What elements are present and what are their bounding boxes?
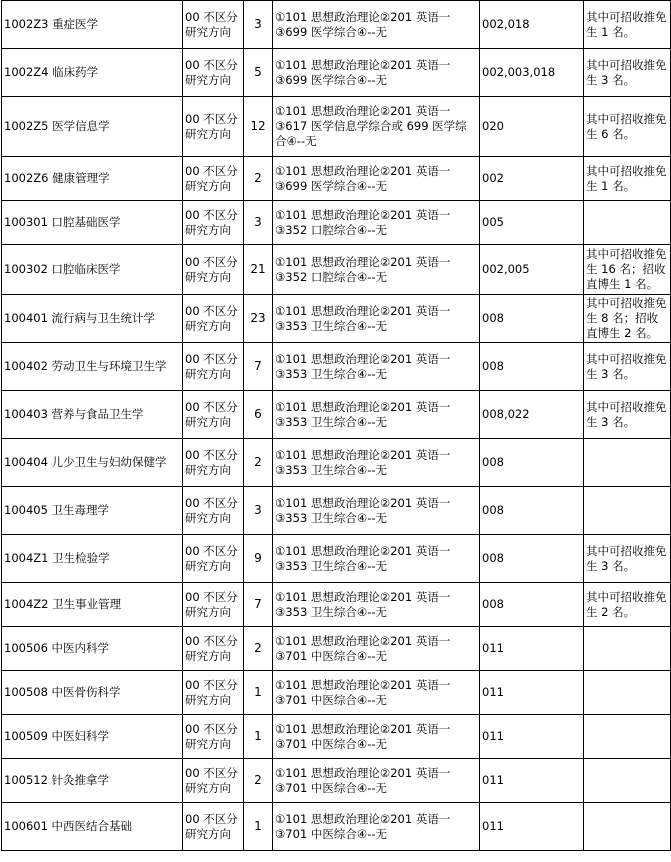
- remarks-cell: 其中可招收推免生 1 名。: [584, 157, 671, 201]
- remarks-cell: 其中可招收推免生 8 名；招收直博生 2 名。: [584, 295, 671, 343]
- major-cell: 100512 针灸推拿学: [2, 759, 183, 803]
- remarks-cell: [584, 803, 671, 851]
- table-row: [2, 245, 671, 295]
- reference-codes-cell: 008: [480, 535, 584, 583]
- major-cell: 1002Z6 健康管理学: [2, 157, 183, 201]
- remarks-cell: 其中可招收推免生 6 名。: [584, 97, 671, 157]
- reference-codes-cell: 011: [480, 627, 584, 671]
- table-row: [2, 715, 671, 759]
- remarks-cell: [584, 715, 671, 759]
- table-row: [2, 201, 671, 245]
- exam-subjects-cell: ①101 思想政治理论②201 英语一③353 卫生综合④--无: [273, 439, 480, 487]
- reference-codes-cell: 011: [480, 759, 584, 803]
- remarks-cell: 其中可招收推免生 3 名。: [584, 535, 671, 583]
- direction-cell: 00 不区分研究方向: [183, 1, 244, 49]
- quota-cell: 3: [244, 201, 273, 245]
- exam-subjects-cell: ①101 思想政治理论②201 英语一③353 卫生综合④--无: [273, 295, 480, 343]
- reference-codes-cell: 008: [480, 439, 584, 487]
- reference-codes-cell: 002,005: [480, 245, 584, 295]
- major-cell: 1002Z3 重症医学: [2, 1, 183, 49]
- remarks-cell: [584, 671, 671, 715]
- direction-cell: 00 不区分研究方向: [183, 627, 244, 671]
- reference-codes-cell: 002,018: [480, 1, 584, 49]
- exam-subjects-cell: ①101 思想政治理论②201 英语一③699 医学综合④--无: [273, 49, 480, 97]
- major-cell: 100401 流行病与卫生统计学: [2, 295, 183, 343]
- major-cell: 100302 口腔临床医学: [2, 245, 183, 295]
- exam-subjects-cell: ①101 思想政治理论②201 英语一③699 医学综合④--无: [273, 157, 480, 201]
- table-row: [2, 439, 671, 487]
- remarks-cell: 其中可招收推免生 2 名。: [584, 583, 671, 627]
- major-cell: 100301 口腔基础医学: [2, 201, 183, 245]
- exam-subjects-cell: ①101 思想政治理论②201 英语一③353 卫生综合④--无: [273, 343, 480, 391]
- exam-subjects-cell: ①101 思想政治理论②201 英语一③701 中医综合④--无: [273, 759, 480, 803]
- reference-codes-cell: 008,022: [480, 391, 584, 439]
- major-cell: 100601 中西医结合基础: [2, 803, 183, 851]
- reference-codes-cell: 011: [480, 715, 584, 759]
- table-row: [2, 391, 671, 439]
- quota-cell: 12: [244, 97, 273, 157]
- table-row: [2, 671, 671, 715]
- table-row: [2, 535, 671, 583]
- admissions-table: [1, 0, 671, 851]
- table-row: [2, 583, 671, 627]
- table-row: [2, 1, 671, 49]
- quota-cell: 1: [244, 671, 273, 715]
- direction-cell: 00 不区分研究方向: [183, 759, 244, 803]
- remarks-cell: [584, 487, 671, 535]
- quota-cell: 9: [244, 535, 273, 583]
- major-cell: 1004Z1 卫生检验学: [2, 535, 183, 583]
- exam-subjects-cell: ①101 思想政治理论②201 英语一③353 卫生综合④--无: [273, 535, 480, 583]
- direction-cell: 00 不区分研究方向: [183, 343, 244, 391]
- major-cell: 100508 中医骨伤科学: [2, 671, 183, 715]
- direction-cell: 00 不区分研究方向: [183, 487, 244, 535]
- quota-cell: 7: [244, 583, 273, 627]
- direction-cell: 00 不区分研究方向: [183, 671, 244, 715]
- reference-codes-cell: 020: [480, 97, 584, 157]
- direction-cell: 00 不区分研究方向: [183, 245, 244, 295]
- table-row: [2, 157, 671, 201]
- exam-subjects-cell: ①101 思想政治理论②201 英语一③617 医学信息学综合或 699 医学综合④--无: [273, 97, 480, 157]
- exam-subjects-cell: ①101 思想政治理论②201 英语一③353 卫生综合④--无: [273, 583, 480, 627]
- exam-subjects-cell: ①101 思想政治理论②201 英语一③352 口腔综合④--无: [273, 201, 480, 245]
- major-cell: 100509 中医妇科学: [2, 715, 183, 759]
- direction-cell: 00 不区分研究方向: [183, 391, 244, 439]
- table-row: [2, 97, 671, 157]
- direction-cell: 00 不区分研究方向: [183, 535, 244, 583]
- major-cell: 1004Z2 卫生事业管理: [2, 583, 183, 627]
- direction-cell: 00 不区分研究方向: [183, 97, 244, 157]
- exam-subjects-cell: ①101 思想政治理论②201 英语一③699 医学综合④--无: [273, 1, 480, 49]
- admissions-table-body: [2, 1, 671, 851]
- reference-codes-cell: 008: [480, 343, 584, 391]
- exam-subjects-cell: ①101 思想政治理论②201 英语一③701 中医综合④--无: [273, 803, 480, 851]
- exam-subjects-cell: ①101 思想政治理论②201 英语一③353 卫生综合④--无: [273, 391, 480, 439]
- reference-codes-cell: 002: [480, 157, 584, 201]
- quota-cell: 1: [244, 715, 273, 759]
- remarks-cell: [584, 439, 671, 487]
- table-row: [2, 49, 671, 97]
- remarks-cell: 其中可招收推免生 16 名；招收直博生 1 名。: [584, 245, 671, 295]
- direction-cell: 00 不区分研究方向: [183, 201, 244, 245]
- quota-cell: 3: [244, 487, 273, 535]
- remarks-cell: 其中可招收推免生 3 名。: [584, 343, 671, 391]
- exam-subjects-cell: ①101 思想政治理论②201 英语一③352 口腔综合④--无: [273, 245, 480, 295]
- table-row: [2, 803, 671, 851]
- exam-subjects-cell: ①101 思想政治理论②201 英语一③701 中医综合④--无: [273, 715, 480, 759]
- reference-codes-cell: 005: [480, 201, 584, 245]
- reference-codes-cell: 008: [480, 487, 584, 535]
- reference-codes-cell: 008: [480, 295, 584, 343]
- table-row: [2, 487, 671, 535]
- quota-cell: 5: [244, 49, 273, 97]
- direction-cell: 00 不区分研究方向: [183, 583, 244, 627]
- major-cell: 100404 儿少卫生与妇幼保健学: [2, 439, 183, 487]
- remarks-cell: [584, 201, 671, 245]
- reference-codes-cell: 011: [480, 803, 584, 851]
- remarks-cell: 其中可招收推免生 1 名。: [584, 1, 671, 49]
- exam-subjects-cell: ①101 思想政治理论②201 英语一③353 卫生综合④--无: [273, 487, 480, 535]
- exam-subjects-cell: ①101 思想政治理论②201 英语一③701 中医综合④--无: [273, 627, 480, 671]
- major-cell: 1002Z5 医学信息学: [2, 97, 183, 157]
- remarks-cell: 其中可招收推免生 3 名。: [584, 49, 671, 97]
- major-cell: 100402 劳动卫生与环境卫生学: [2, 343, 183, 391]
- quota-cell: 2: [244, 759, 273, 803]
- major-cell: 100405 卫生毒理学: [2, 487, 183, 535]
- remarks-cell: [584, 759, 671, 803]
- quota-cell: 1: [244, 803, 273, 851]
- quota-cell: 23: [244, 295, 273, 343]
- quota-cell: 7: [244, 343, 273, 391]
- table-row: [2, 759, 671, 803]
- direction-cell: 00 不区分研究方向: [183, 439, 244, 487]
- quota-cell: 2: [244, 627, 273, 671]
- quota-cell: 3: [244, 1, 273, 49]
- remarks-cell: 其中可招收推免生 3 名。: [584, 391, 671, 439]
- table-row: [2, 343, 671, 391]
- direction-cell: 00 不区分研究方向: [183, 715, 244, 759]
- quota-cell: 21: [244, 245, 273, 295]
- direction-cell: 00 不区分研究方向: [183, 49, 244, 97]
- exam-subjects-cell: ①101 思想政治理论②201 英语一③701 中医综合④--无: [273, 671, 480, 715]
- reference-codes-cell: 011: [480, 671, 584, 715]
- major-cell: 100506 中医内科学: [2, 627, 183, 671]
- remarks-cell: [584, 627, 671, 671]
- major-cell: 1002Z4 临床药学: [2, 49, 183, 97]
- reference-codes-cell: 008: [480, 583, 584, 627]
- quota-cell: 2: [244, 439, 273, 487]
- table-row: [2, 627, 671, 671]
- direction-cell: 00 不区分研究方向: [183, 157, 244, 201]
- quota-cell: 2: [244, 157, 273, 201]
- direction-cell: 00 不区分研究方向: [183, 803, 244, 851]
- major-cell: 100403 营养与食品卫生学: [2, 391, 183, 439]
- quota-cell: 6: [244, 391, 273, 439]
- table-row: [2, 295, 671, 343]
- direction-cell: 00 不区分研究方向: [183, 295, 244, 343]
- reference-codes-cell: 002,003,018: [480, 49, 584, 97]
